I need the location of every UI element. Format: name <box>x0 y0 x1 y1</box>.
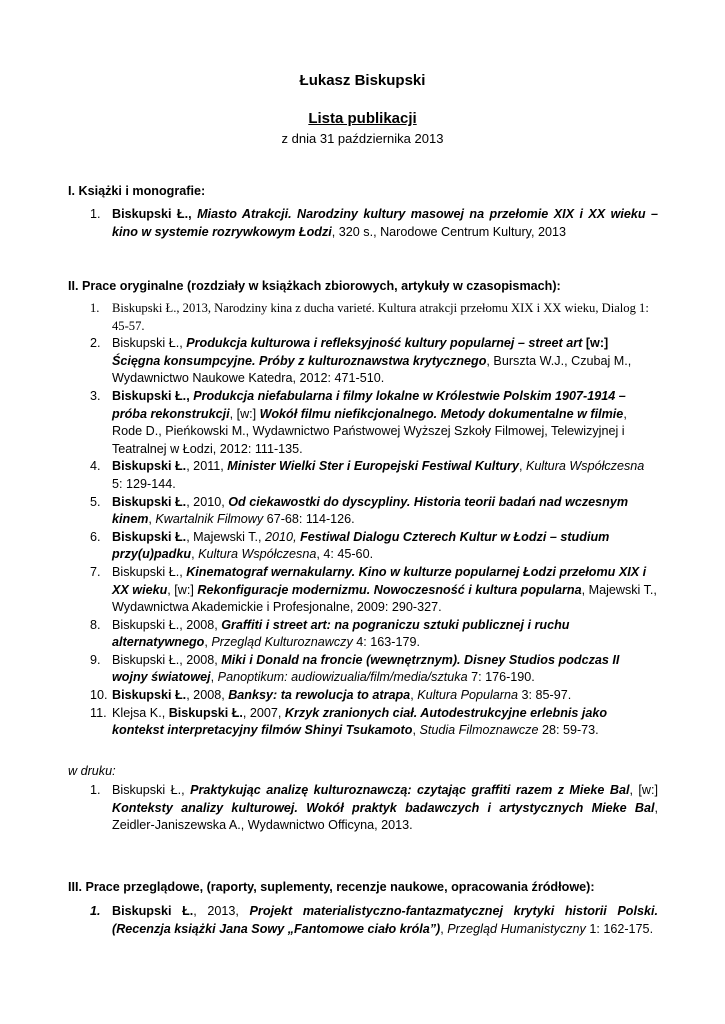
section-books-heading: I. Książki i monografie: <box>68 184 206 198</box>
item-title: Graffiti i street art: na pograniczu sztuki publicznej i ruchu alternatywnego <box>112 617 570 650</box>
item-text: Biskupski Ł., 2013, Narodziny kina z ducha varieté. Kultura atrakcji przełomu XIX i XX wieku, Dialog 1: 45-57. <box>112 301 649 333</box>
item-in-marker: , [w:] <box>629 783 658 797</box>
item-details: 4: 163-179. <box>352 635 420 650</box>
item-author: Biskupski Ł., <box>112 336 187 351</box>
list-item <box>68 903 658 938</box>
list-item <box>68 782 658 835</box>
item-author: Biskupski Ł. <box>112 388 187 403</box>
document-date: z dnia 31 października 2013 <box>281 131 444 146</box>
item-journal: Kwartalnik Filmowy <box>155 512 264 527</box>
list-item <box>68 652 658 687</box>
list-item <box>68 388 658 458</box>
item-number: 6. <box>90 529 101 544</box>
item-journal: Studia Filmoznawcze <box>419 723 539 738</box>
item-sep: , <box>186 388 194 403</box>
item-sep: , <box>410 688 418 703</box>
item-details: 3: 85-97. <box>518 688 572 703</box>
item-journal: Kultura Współczesna <box>525 459 645 474</box>
item-year: , 2008, <box>186 688 229 703</box>
item-title: Krzyk zranionych ciał. Autodestrukcyjne erlebnis jako kontekst interpretacyjny filmów Shinyi Tsukamoto <box>112 705 608 738</box>
item-details: , 320 s., Narodowe Centrum Kultury, 2013 <box>331 224 567 239</box>
item-number: 10. <box>90 688 108 703</box>
item-title: Kinematograf wernakularny. Kino w kulturze popularnej Łodzi przełomu XIX i XX wieku <box>112 564 647 597</box>
item-sep: , <box>191 547 199 562</box>
item-sep: , <box>412 723 420 738</box>
item-number: 3. <box>90 388 101 403</box>
item-number: 1. <box>90 783 101 797</box>
item-year: 2010, <box>265 529 297 544</box>
item-year: , 2010, <box>186 494 229 509</box>
item-coauthor: , Majewski T., <box>186 529 266 544</box>
list-item <box>68 300 658 335</box>
item-number: 1. <box>90 301 100 315</box>
list-item <box>68 617 658 652</box>
item-details: 5: 129-144. <box>112 476 176 491</box>
list-item <box>68 335 658 388</box>
item-book: Wokół filmu niefikcjonalnego. Metody dokumentalne w filmie <box>259 406 624 421</box>
item-details: 67-68: 114-126. <box>263 512 355 527</box>
item-sep: , <box>148 512 156 527</box>
item-sep: , <box>518 459 526 474</box>
item-year: , 2013, <box>193 904 250 918</box>
item-title: Festiwal Dialogu Czterech Kultur w Łodzi – studium przy(u)padku <box>112 529 610 562</box>
item-journal: Kultura Współczesna <box>198 547 317 562</box>
books-list <box>68 206 658 241</box>
item-title: Miki i Donald na froncie (wewnętrznym). Disney Studios podczas II wojny światowej <box>112 652 620 685</box>
item-title: Produkcja niefabularna i filmy lokalne w Królestwie Polskim 1907-1914 – próba rekonstrukcji <box>112 388 626 421</box>
item-details: 7: 176-190. <box>467 670 535 685</box>
section-original-heading: II. Prace oryginalne (rozdziały w książkach zbiorowych, artykuły w czasopismach): <box>68 279 561 293</box>
item-details: 28: 59-73. <box>538 723 599 738</box>
item-journal: Przegląd Kulturoznawczy <box>211 635 353 650</box>
reviews-list <box>68 903 658 938</box>
item-number: 5. <box>90 494 101 509</box>
item-book: Konteksty analizy kulturowej. Wokół praktyk badawczych i artystycznych Mieke Bal <box>112 800 655 815</box>
item-title: Praktykując analizę kulturoznawczą: czytając graffiti razem z Mieke Bal <box>190 783 630 797</box>
item-book: Ścięgna konsumpcyjne. Próby z kulturoznawstwa krytycznego <box>112 353 487 368</box>
list-item <box>68 564 658 617</box>
item-author: Biskupski Ł. <box>112 904 194 918</box>
item-year: , 2011, <box>186 459 228 474</box>
list-item <box>68 458 658 493</box>
item-sep: , <box>204 635 212 650</box>
item-in-marker: [w:] <box>582 336 609 351</box>
item-title: Projekt materialistyczno-fantazmatycznej krytyki historii Polski. (Recenzja książki Jana Sowy „Fantomowe ciało króla”) <box>112 904 659 936</box>
list-item <box>68 206 658 241</box>
item-journal: Kultura Popularna <box>417 688 519 703</box>
item-title: Banksy: ta rewolucja to atrapa <box>228 688 411 703</box>
item-number: 1. <box>90 207 101 221</box>
item-number: 1. <box>90 904 101 918</box>
item-title: Minister Wielki Ster i Europejski Festiwal Kultury <box>227 459 519 474</box>
item-author: Biskupski Ł., <box>112 564 187 579</box>
item-in-marker: , [w:] <box>229 406 260 421</box>
item-number: 11. <box>90 705 107 720</box>
document-title <box>0 110 725 127</box>
item-author: Biskupski Ł. <box>112 688 187 703</box>
item-number: 9. <box>90 652 101 667</box>
item-title: Produkcja kulturowa i refleksyjność kultury popularnej – street art <box>186 336 583 351</box>
item-journal: Panoptikum: audiowizualia/film/media/sztuka <box>217 670 468 685</box>
in-press-list <box>68 782 658 835</box>
item-details: , Majewski T., Wydawnictwa Akademickie i Profesjonalne, 2009: 290-327. <box>112 582 657 615</box>
item-author: Biskupski Ł. <box>168 705 243 720</box>
item-details: , Rode D., Pieńkowski M., Wydawnictwo Państwowej Wyższej Szkoły Filmowej, Telewizyjnej i Teatralnej w Łodzi, 2012: 111-135. <box>112 406 627 456</box>
item-details: , 4: 45-60. <box>316 547 374 562</box>
item-author: Biskupski Ł., 2008, <box>112 617 222 632</box>
item-author: Biskupski Ł. <box>112 459 187 474</box>
item-number: 8. <box>90 617 101 632</box>
item-year: , 2007, <box>242 705 285 720</box>
item-details: , Zeidler-Janiszewska A., Wydawnictwo Officyna, 2013. <box>112 800 658 833</box>
item-details: , Burszta W.J., Czubaj M., Wydawnictwo Naukowe Katedra, 2012: 471-510. <box>112 353 632 386</box>
item-journal: Przegląd Humanistyczny <box>447 921 586 936</box>
item-author: Biskupski Ł., <box>112 783 191 797</box>
item-number: 2. <box>90 336 101 351</box>
item-author: Biskupski Ł. <box>112 529 187 544</box>
item-details: 1: 162-175. <box>585 921 654 936</box>
item-title: Od ciekawostki do dyscypliny. Historia teorii badań nad wczesnym kinem <box>112 494 629 527</box>
item-author: Biskupski Ł., <box>112 207 192 221</box>
list-item <box>68 494 658 529</box>
item-sep: , <box>210 670 218 685</box>
document-title-text: Lista publikacji <box>308 110 417 127</box>
item-number: 4. <box>90 459 101 474</box>
item-title: Miasto Atrakcji. Narodziny kultury masowej na przełomie XIX i XX wieku – kino w systemie rozrywkowym Łodzi <box>112 207 659 239</box>
list-item <box>68 705 658 740</box>
item-number: 7. <box>90 564 101 579</box>
item-in-marker: , [w:] <box>167 582 198 597</box>
item-coauthor: Klejsa K., <box>112 705 169 720</box>
item-author: Biskupski Ł. <box>112 494 187 509</box>
list-item <box>68 687 658 705</box>
item-sep: , <box>440 921 448 936</box>
in-press-label: w druku: <box>68 764 116 778</box>
item-author: Biskupski Ł., 2008, <box>112 652 222 667</box>
section-reviews-heading: III. Prace przeglądowe, (raporty, suplementy, recenzje naukowe, opracowania źródłowe): <box>68 880 595 894</box>
item-book: Rekonfiguracje modernizmu. Nowoczesność i kultura popularna <box>197 582 582 597</box>
author-name: Łukasz Biskupski <box>299 72 426 89</box>
list-item <box>68 529 658 564</box>
original-list <box>68 300 658 740</box>
